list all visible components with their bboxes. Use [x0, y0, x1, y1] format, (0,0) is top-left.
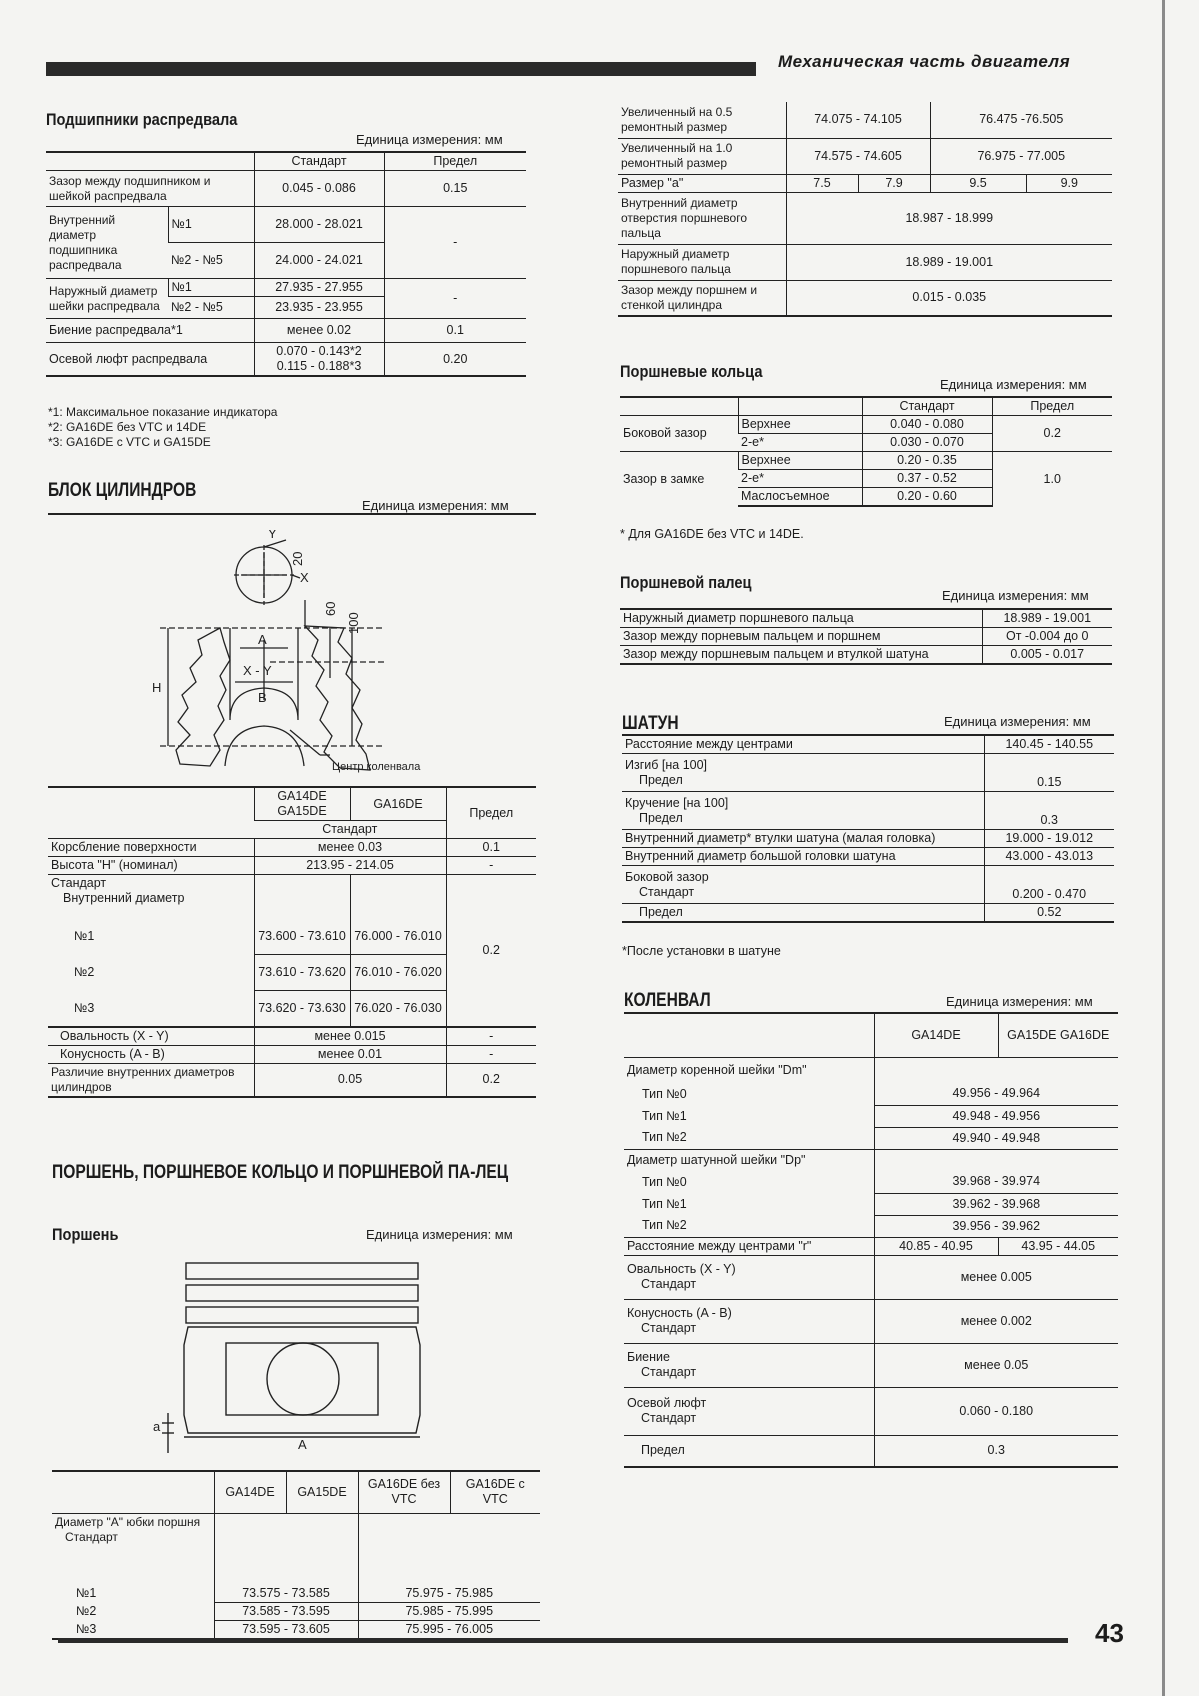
piston-table: GA14DE GA15DE GA16DE без VTC GA16DE с VTC Диаметр "A" юбки поршня Стандарт №1 73.575 - 73.585 75.975 - 75.985 №2 73.585 - 73.595 75.985 - 75.995 №3 73.595 - 73.605 75.995 - 76.005: [52, 1470, 540, 1640]
crank-center-label: Центр коленвала: [332, 761, 421, 773]
rod-table: Расстояние между центрами 140.45 - 140.55 Изгиб [на 100] Предел 0.15 Кручение [на 100] Предел 0.3 Внутренний диаметр* втулки шатуна (малая головка) 19.000 - 19.012 Внутренний диаметр большой головки шатуна 43.000 - 43.013 Боковой зазор Стандарт 0.200 - 0.470 Предел 0.52: [622, 734, 1114, 923]
block-rule: [48, 513, 536, 515]
dim-20: 20: [290, 551, 305, 566]
dim-100: 100: [346, 612, 361, 634]
page-header-title: Механическая часть двигателя: [778, 52, 1071, 71]
rod-note: *После установки в шатуне: [622, 944, 781, 958]
page-edge: [1162, 0, 1165, 1696]
rod-title: ШАТУН: [622, 713, 679, 734]
crank-title: КОЛЕНВАЛ: [624, 990, 711, 1011]
camshaft-unit: Единица измерения: мм: [356, 132, 503, 147]
rings-note: * Для GA16DE без VTC и 14DE.: [620, 527, 804, 541]
camshaft-title: Подшипники распредвала: [46, 110, 238, 129]
piston-diagram: [148, 1255, 448, 1465]
piston-section-title: ПОРШЕНЬ, ПОРШНЕВОЕ КОЛЬЦО И ПОРШНЕВОЙ ПА-ЛЕЦ: [52, 1162, 509, 1183]
camshaft-table: Стандарт Предел Зазор между подшипником и шейкой распредвала 0.045 - 0.086 0.15 Внутренний диаметр подшипника распредвала №1 28.000 - 28.021 - №2 - №5 24.000 - 24.021 Наружный диаметр шейки распредвала №1 27.935 - 27.955 - №2 - №5 23.935 - 23.955 Биение распредвала*1 менее 0.02 0.1 Осевой люфт распредвала 0.070 - 0.143*2 0.115 - 0.188*3 0.20: [46, 151, 526, 377]
piston-unit: Единица измерения: мм: [366, 1227, 513, 1242]
crank-table: GA14DE GA15DE GA16DE Диаметр коренной шейки "Dm" Тип №0 49.956 - 49.964 Тип №1 49.948 - 49.956 Тип №2 49.940 - 49.948 Диаметр шатунной шейки "Dp" Тип №0 39.968 - 39.974 Тип №1 39.962 - 39.968 Тип №2 39.956 - 39.962 Расстояние между центрами "r" 40.85 - 40.95 43.95 - 44.05 Овальность (X - Y) Стандарт менее 0.005 Конусность (A - B) Стандарт менее 0.002 Биение Стандарт менее 0.05 Осевой люфт Стандарт 0.060 - 0.180 Предел 0.3: [624, 1012, 1118, 1468]
label-b: B: [258, 690, 267, 705]
footer-bar: [58, 1638, 1068, 1643]
pin-table: Наружный диаметр поршневого пальца 18.989 - 19.001 Зазор между порневым пальцем и поршнем От -0.004 до 0 Зазор между поршневым пальцем и втулкой шатуна 0.005 - 0.017: [620, 608, 1112, 665]
rings-title: Поршневые кольца: [620, 362, 763, 381]
rings-unit: Единица измерения: мм: [940, 377, 1087, 392]
dim-60: 60: [323, 601, 338, 616]
camshaft-notes: *1: Максимальное показание индикатора *2: GA16DE без VTC и 14DE *3: GA16DE с VTC и GA15DE: [48, 405, 278, 449]
piston-cont-table: Увеличенный на 0.5 ремонтный размер 74.075 - 74.105 76.475 -76.505 Увеличенный на 1.0 ремонтный размер 74.575 - 74.605 76.975 - 77.005 Размер "a" 7.5 7.9 9.5 9.9 Внутренний диаметр отверстия поршневого пальца 18.987 - 18.999 Наружный диаметр поршневого пальца 18.989 - 19.001 Зазор между поршнем и стенкой цилиндра 0.015 - 0.035: [618, 102, 1112, 317]
piston-subtitle: Поршень: [52, 1225, 119, 1244]
pin-title: Поршневой палец: [620, 573, 752, 592]
axis-y-label: Y: [268, 530, 277, 541]
axis-x-label: X: [300, 570, 309, 585]
header-bar: [46, 62, 756, 76]
label-a: A: [258, 632, 267, 647]
crank-unit: Единица измерения: мм: [946, 994, 1093, 1009]
rod-unit: Единица измерения: мм: [944, 714, 1091, 729]
block-unit: Единица измерения: мм: [362, 498, 509, 513]
page-number: 43: [1095, 1618, 1124, 1648]
cylinder-block-diagram: [140, 530, 460, 780]
piston-label-a-small: a: [153, 1419, 161, 1434]
block-title: БЛОК ЦИЛИНДРОВ: [48, 480, 197, 501]
piston-label-a: A: [298, 1437, 307, 1452]
pin-unit: Единица измерения: мм: [942, 588, 1089, 603]
block-table: GA14DE GA15DE GA16DE Предел Стандарт Корсбление поверхности менее 0.03 0.1 Высота "H" (номинал) 213.95 - 214.05 - Стандарт Внутренний диаметр 0.2 №1 73.600 - 73.610 76.000 - 76.010 №2 73.610 - 73.620 76.010 - 76.020 №3 73.620 - 73.630 76.020 - 76.030 Овальность (X - Y) менее 0.015 - Конусность (A - B) менее 0.01 - Различие внутренних диаметров цилиндров 0.05 0.2: [48, 786, 536, 1098]
label-xy: X - Y: [243, 663, 272, 678]
rings-table: Стандарт Предел Боковой зазор Верхнее 0.040 - 0.080 0.2 2-е* 0.030 - 0.070 Зазор в замке Верхнее 0.20 - 0.35 1.0 2-е* 0.37 - 0.52 Маслосъемное 0.20 - 0.60: [620, 396, 1112, 507]
label-h: H: [152, 680, 162, 695]
